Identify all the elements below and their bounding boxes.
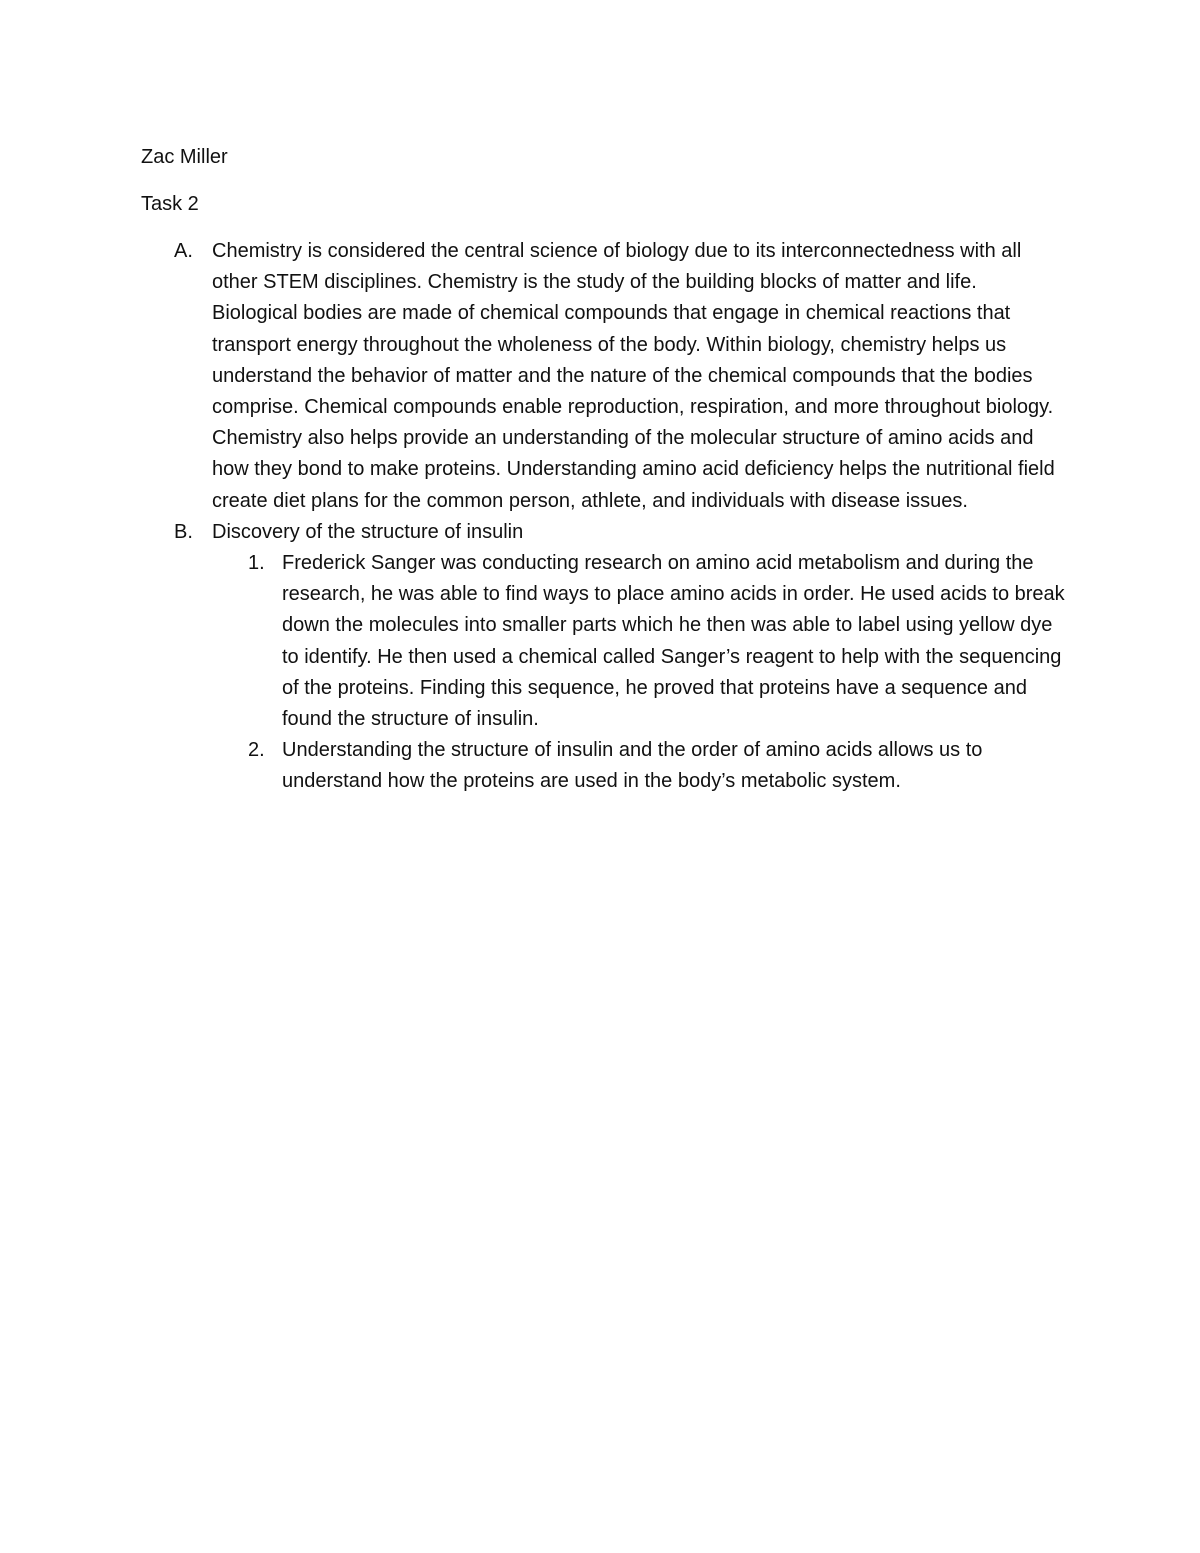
section-a-marker: A. (174, 240, 193, 262)
section-b-heading: Discovery of the structure of insulin (212, 520, 524, 543)
section-b (141, 517, 1066, 798)
outline-list (141, 236, 1066, 798)
section-a (141, 236, 1066, 517)
section-b-item-2-marker: 2. (248, 739, 265, 762)
section-b-item-1-text: Frederick Sanger was conducting research on amino acid metabolism and during the research, he was able to find ways to place amino acids in order. He used acids to break down the molecules into smaller parts which he then was able to label using yellow dye to identify. He then used a chemical called Sanger’s reagent to help with the sequencing of the proteins. Finding this sequence, he proved that proteins have a sequence and found the structure of insulin. (282, 552, 1065, 731)
section-b-marker: B. (174, 520, 193, 543)
task-title: Task 2 (141, 193, 199, 215)
section-b-sublist (212, 548, 1066, 798)
section-a-text: Chemistry is considered the central science of biology due to its interconnectedness with all other STEM disciplines. Chemistry is the study of the building blocks of matter and life. Biological bodies are made of chemical compounds that engage in chemical reactions that transport energy throughout the wholeness of the body. Within biology, chemistry helps us understand the behavior of matter and the nature of the chemical compounds that the bodies comprise. Chemical compounds enable reproduction, respiration, and more throughout biology. Chemistry also helps provide an understanding of the molecular structure of amino acids and how they bond to make proteins. Understanding amino acid deficiency helps the nutritional field create diet plans for the common person, athlete, and individuals with disease issues. (212, 240, 1055, 512)
section-b-item-1 (212, 548, 1066, 735)
section-b-item-2-text: Understanding the structure of insulin and the order of amino acids allows us to understand how the proteins are used in the body’s metabolic system. (282, 739, 983, 793)
author-name: Zac Miller (141, 146, 228, 168)
section-b-item-2 (212, 735, 1066, 797)
section-b-item-1-marker: 1. (248, 552, 265, 575)
